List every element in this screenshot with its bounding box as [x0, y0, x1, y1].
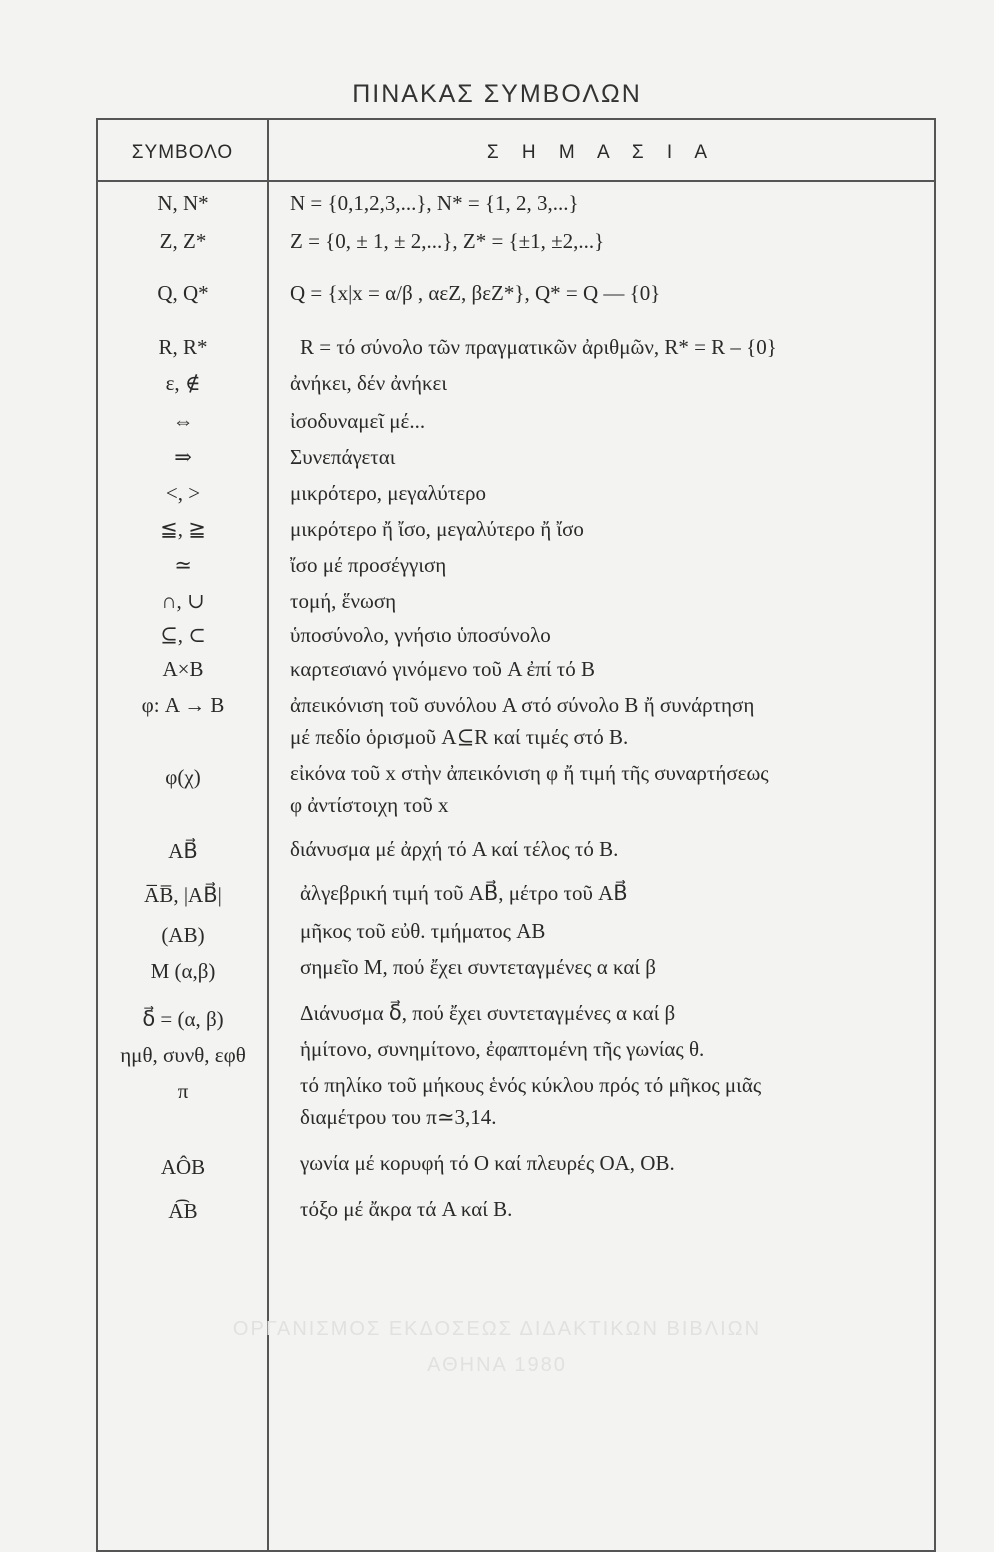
meaning-cell: διάνυσμα μέ ἀρχή τό A καί τέλος τό B. — [290, 837, 619, 861]
meaning-cell: μῆκος τοῦ εὐθ. τμήματος AB — [300, 919, 546, 943]
symbol-cell: ⇒ — [174, 445, 192, 469]
meaning-cell: καρτεσιανό γινόμενο τοῦ A ἐπί τό B — [290, 657, 595, 681]
symbol-cell: A͡B — [168, 1199, 198, 1223]
meaning-cell: R = τό σύνολο τῶν πραγματικῶν ἀριθμῶν, R* = R – {0} — [300, 335, 777, 359]
symbol-cell: ≃ — [174, 553, 192, 577]
symbol-cell: A̅B̅, |AB⃗| — [144, 883, 222, 907]
symbol-cell: ≦, ≧ — [160, 517, 206, 541]
symbol-cell: R, R* — [158, 335, 208, 359]
meaning-cell: ἡμίτονο, συνημίτονο, ἐφαπτομένη τῆς γωνίας θ. — [300, 1037, 705, 1061]
symbol-cell: φ: A → B — [141, 693, 225, 717]
symbol-cell: AÔB — [160, 1155, 206, 1179]
meaning-cell: ἀλγεβρική τιμή τοῦ AB⃗, μέτρο τοῦ AB⃗ — [300, 881, 628, 905]
meaning-cell: ἴσο μέ προσέγγιση — [290, 553, 447, 577]
publisher-city-year: ΑΘΗΝΑ 1980 — [427, 1354, 567, 1376]
meaning-cell: τό πηλίκο τοῦ μήκους ἑνός κύκλου πρός τό μῆκος μιᾶς — [300, 1073, 762, 1097]
meaning-cell-continued: φ ἀντίστοιχη τοῦ x — [290, 793, 449, 817]
symbol-cell: ημθ, συνθ, εφθ — [120, 1043, 246, 1067]
meaning-cell-continued: μέ πεδίο ὁρισμοῦ A⊆R καί τιμές στό B. — [290, 725, 629, 749]
meaning-cell: ὑποσύνολο, γνήσιο ὑποσύνολο — [290, 623, 551, 647]
meaning-cell-continued: διαμέτρου του π≃3,14. — [300, 1105, 497, 1129]
meaning-cell: ἀπεικόνιση τοῦ συνόλου A στό σύνολο B ἤ συνάρτηση — [290, 693, 755, 717]
meaning-cell: γωνία μέ κορυφή τό O καί πλευρές OA, OB. — [300, 1151, 675, 1175]
symbol-cell: M (α,β) — [150, 959, 216, 983]
symbol-cell: AB⃗ — [168, 839, 198, 863]
meaning-cell: Διάνυσμα δ⃗, πού ἔχει συντεταγμένες α καί β — [300, 1001, 676, 1025]
meaning-cell: τόξο μέ ἄκρα τά A καί B. — [300, 1197, 513, 1221]
meaning-cell: σημεῖο M, πού ἔχει συντεταγμένες α καί β — [300, 955, 656, 979]
symbol-cell: <, > — [165, 481, 201, 505]
meaning-cell: Z = {0, ± 1, ± 2,...}, Z* = {±1, ±2,...} — [290, 229, 605, 253]
symbol-cell: (AB) — [161, 923, 205, 947]
meaning-cell: ἀνήκει, δέν ἀνήκει — [290, 371, 448, 395]
symbol-cell: ⊆, ⊂ — [160, 623, 206, 647]
symbol-cell: φ(χ) — [165, 765, 201, 789]
symbol-cell: A×B — [162, 657, 204, 681]
meaning-cell: μικρότερο, μεγαλύτερο — [290, 481, 487, 505]
symbol-cell: ⇔ — [172, 409, 194, 433]
symbol-cell: Q, Q* — [157, 281, 209, 305]
symbol-cell: Z, Z* — [159, 229, 207, 253]
symbol-cell: N, N* — [157, 191, 209, 215]
meaning-cell: Q = {x|x = α/β , αεZ, βεZ*}, Q* = Q — {0} — [290, 281, 661, 305]
page-title: ΠΙΝΑΚΑΣ ΣΥΜΒΟΛΩΝ — [352, 80, 642, 108]
meaning-cell: τομή, ἕνωση — [290, 589, 397, 613]
meaning-cell: ἰσοδυναμεῖ μέ... — [290, 409, 426, 433]
publisher-footer: ΟΡΓΑΝΙΣΜΟΣ ΕΚΔΟΣΕΩΣ ΔΙΔΑΚΤΙΚΩΝ ΒΙΒΛΙΩΝ — [232, 1318, 762, 1340]
meaning-cell: N = {0,1,2,3,...}, N* = {1, 2, 3,...} — [290, 191, 579, 215]
meaning-cell: μικρότερο ἤ ἴσο, μεγαλύτερο ἤ ἴσο — [290, 517, 584, 541]
header-divider — [96, 180, 936, 182]
header-symbol: ΣΥΜΒΟΛΟ — [131, 142, 234, 163]
meaning-cell: Συνεπάγεται — [290, 445, 396, 469]
symbol-cell: π — [177, 1079, 189, 1103]
meaning-cell: εἰκόνα τοῦ x στὴν ἀπεικόνιση φ ἤ τιμή τῆς συναρτήσεως — [290, 761, 769, 785]
header-meaning: Σ Η Μ Α Σ Ι Α — [486, 142, 717, 163]
symbol-cell: ∩, ∪ — [161, 589, 205, 613]
symbol-cell: ε, ∉ — [165, 371, 201, 395]
symbol-cell: δ⃗ = (α, β) — [142, 1007, 224, 1031]
